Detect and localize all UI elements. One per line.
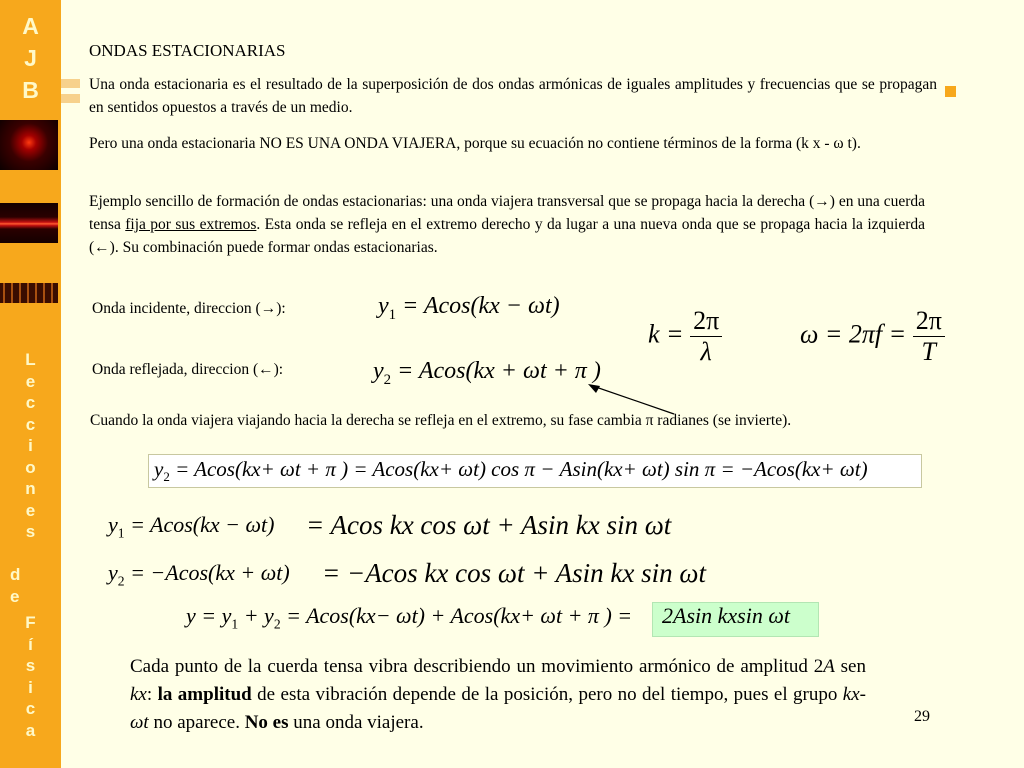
bold-text: la amplitud: [157, 684, 252, 705]
paragraph-definition: Una onda estacionaria es el resultado de la superposición de dos ondas armónicas de iguales amplitudes y frecuencias que se propagan en sentidos opuestos a través de un medio.: [89, 76, 937, 116]
vertical-letter: s: [25, 656, 36, 675]
equation-superposition: [186, 603, 632, 632]
vertical-letter: i: [28, 436, 33, 455]
eq-part: + y: [238, 603, 274, 628]
eq-symbol: y: [373, 358, 384, 384]
eq-subscript: 2: [383, 371, 392, 388]
page-title: ONDAS ESTACIONARIAS: [89, 41, 286, 60]
eq-rhs: = Acos(kx+ ωt + π ) = Acos(kx+ ωt) cos π − Asin(kx+ ωt) sin π = −Acos(kx+ ωt): [169, 457, 868, 481]
vertical-letter: s: [25, 522, 36, 541]
eq-subscript: 1: [117, 525, 125, 541]
paragraph-not-traveling: Pero una onda estacionaria NO ES UNA ONDA VIAJERA, porque su ecuación no contiene términos de la forma (k x - ω t).: [89, 135, 861, 152]
vertical-letter: c: [25, 414, 36, 434]
logo-letter: B: [22, 77, 39, 103]
vertical-letter: n: [25, 479, 36, 498]
vertical-letter: c: [25, 699, 36, 718]
fraction-numerator: 2π: [690, 306, 722, 337]
eq-subscript: 2: [273, 616, 281, 632]
equation-y2-expansion: [154, 457, 868, 485]
text-segment: :: [146, 684, 158, 705]
eq-part: y = y: [186, 603, 232, 628]
page-number: 29: [914, 708, 930, 725]
paragraph-phase-change: Cuando la onda viajera viajando hacia la derecha se refleja en el extremo, su fase cambia π radianes (se invierte).: [90, 412, 792, 429]
text-segment: una onda viajera.: [288, 712, 424, 733]
equation-y2-lhs: [108, 560, 290, 589]
italic-symbol: kx-ωt: [130, 684, 866, 733]
equation-y2-expanded: = −Acos kx cos ωt + Asin kx sin ωt: [322, 558, 706, 588]
vertical-letter: L: [25, 350, 36, 369]
vertical-letter: e: [25, 371, 36, 391]
vertical-letter: e: [25, 500, 36, 520]
text-segment: no aparece.: [148, 712, 245, 733]
eq-subscript: 1: [231, 616, 239, 632]
vertical-letter: d: [10, 565, 21, 584]
text-segment: Cada punto de la cuerda tensa vibra describiendo un movimiento armónico de amplitud 2: [130, 656, 824, 677]
vertical-letter: F: [25, 613, 36, 632]
eq-rhs: = Acos(kx − ωt): [396, 293, 560, 319]
italic-symbol: kx: [130, 684, 147, 705]
logo-letter: J: [24, 45, 37, 71]
underlined-text: fija por sus extremos: [125, 216, 257, 233]
vertical-letter: í: [28, 634, 33, 654]
eq-symbol: y: [108, 560, 118, 585]
fraction-denominator: T: [921, 337, 936, 366]
equation-y1-lhs: [108, 512, 274, 541]
text-segment: . Esta onda se refleja en el extremo derecho y da lugar a una nueva onda que se propaga hacia la izquierda (←). Su combinación puede formar ondas estacionarias.: [89, 216, 925, 256]
vertical-letter: c: [25, 393, 36, 412]
eq-lhs: ω = 2πf =: [800, 319, 913, 349]
eq-part: = Acos(kx− ωt) + Acos(kx+ ωt + π ) =: [280, 603, 633, 628]
equation-standing-wave-result: 2Asin kxsin ωt: [662, 603, 790, 628]
vertical-letter: o: [25, 457, 36, 477]
text-segment: Ejemplo sencillo de formación de ondas estacionarias: una onda viajera transversal que se propaga hacia la derecha (→) en una cuerda tensa: [89, 193, 925, 233]
vertical-letter: a: [25, 720, 36, 740]
fraction-denominator: λ: [700, 337, 712, 366]
eq-symbol: y: [108, 512, 118, 537]
vertical-letter: e: [10, 586, 20, 606]
arrow-line: [590, 385, 674, 414]
logo-letter: A: [22, 13, 39, 39]
eq-symbol: y: [154, 457, 164, 481]
label-incident-wave: Onda incidente, direccion (→):: [92, 300, 286, 317]
eq-rhs: = Acos(kx − ωt): [124, 512, 275, 537]
arrow-head: [588, 384, 600, 393]
label-reflected-wave: Onda reflejada, direccion (←):: [92, 361, 284, 378]
eq-symbol: y: [378, 293, 389, 319]
eq-lhs: k =: [648, 319, 691, 349]
eq-rhs: = −Acos(kx + ωt): [124, 560, 290, 585]
eq-rhs: = Acos(kx + ωt + π ): [391, 358, 601, 384]
fraction-numerator: 2π: [913, 306, 945, 337]
bold-text: No es: [244, 712, 289, 733]
equation-y1-expanded: = Acos kx cos ωt + Asin kx sin ωt: [306, 510, 672, 540]
eq-subscript: 1: [388, 306, 397, 323]
vertical-letter: i: [28, 677, 33, 697]
paragraph-conclusion: [130, 653, 866, 737]
text-segment: de esta vibración depende de la posición, pero no del tiempo, pues el grupo: [251, 684, 843, 705]
text-segment: sen: [834, 656, 866, 677]
italic-symbol: A: [823, 656, 835, 677]
eq-subscript: 2: [117, 573, 125, 589]
eq-subscript: 2: [163, 469, 170, 485]
